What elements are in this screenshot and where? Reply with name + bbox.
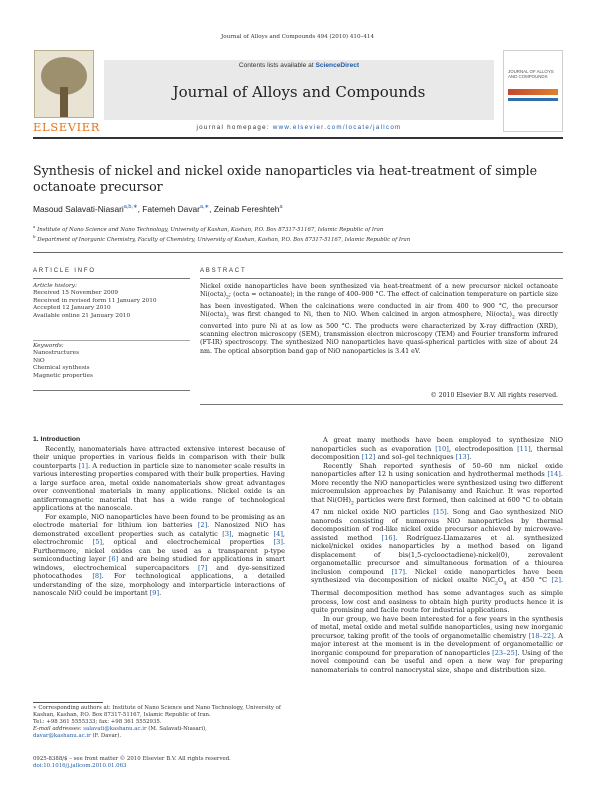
cover-graphic bbox=[508, 89, 558, 95]
footnote-rule bbox=[33, 702, 103, 703]
affiliation-a: $^a$ Institute of Nano Science and Nano Technology, University of Kashan, Kashan, P.O. Box 87317-51167, Islamic Republic of Iran bbox=[33, 224, 384, 233]
author-3-marks: a bbox=[279, 204, 283, 211]
email-link[interactable]: salavati@kashanu.ac.ir bbox=[83, 726, 147, 732]
citation-link[interactable]: [17] bbox=[391, 567, 405, 576]
citation-link[interactable]: [14] bbox=[547, 470, 561, 478]
citation-link[interactable]: [3] bbox=[222, 529, 232, 538]
abstract-end-rule bbox=[200, 404, 563, 405]
contents-prefix: Contents lists available at bbox=[238, 62, 316, 69]
keyword-item: Chemical synthesis bbox=[33, 365, 90, 372]
article-history bbox=[33, 283, 190, 320]
keywords bbox=[33, 343, 190, 380]
citation-link[interactable]: [7] bbox=[197, 563, 208, 572]
paper-title: Synthesis of nickel and nickel oxide nanoparticles via heat-treatment of simple octanoate precursor bbox=[33, 163, 538, 194]
copyright-notice: © 2010 Elsevier B.V. All rights reserved. bbox=[430, 392, 558, 399]
paragraph: Recently Shah reported synthesis of 50–60 nm nickel oxide nanoparticles after 12 h using sonication and hydrothermal methods [14]. More recently the NiO nanoparticles were synthesized using two different microemulsion approaches by Palanisamy and Raichur. It was reported that $Ni(OH)_2$ particles were first formed, then calcined at 600 °C to obtain 47 nm nickel oxide NiO particles [15]. Song and Gao synthesized NiO nanorods consisting of numerous NiO nanoparticles by thermal decomposition of rod-like nickel oxide precursor achieved by microwave-assisted method [16]. Rodríguez-Llamazares et al. synthesized nickel/nickel oxides nanoparticles by a method based on ligand displacement of bis(1,5-cyclooctadiene)-nickel(0), zerovalent organometallic precursor and simultaneous formation of a thiourea inclusion compound [17]. Nickel oxide nanoparticles have been synthesized via decomposition of nickel oxalte $NiC_2O_4$ at 450 °C [2]. Thermal decomposition method has some advantages such as simple process, low cost and easiness to obtain high purity products hence it is quite promising and facile route for industrial applications. bbox=[311, 461, 564, 615]
contents-line bbox=[104, 62, 494, 69]
paragraph: In our group, we have been interested for a few years in the synthesis of metal, metal oxide and metal sulfide nanoparticles, using new inorganic precursor, taking profit of the tools of organometallic chemistry [18–22]. A major interest at the moment is in the development of organometallic or inorganic compound for preparation of nanoparticles [23–25]. Using of the novel compound can be useful and open a new way for preparing nanomaterials to control nanocrystal size, shape and distribution size. bbox=[311, 614, 563, 674]
citation-link[interactable]: [2] bbox=[551, 576, 561, 585]
author-list: Masoud Salavati-Niasari$^{a,b,∗}$, Fatemeh Davar$^{a,∗}$, Zeinab Fereshteh$^a$ bbox=[33, 204, 283, 214]
body-column-right bbox=[311, 436, 563, 674]
article-info-divider bbox=[33, 340, 190, 341]
citation-link[interactable]: [12] bbox=[361, 453, 376, 461]
abstract-heading: ABSTRACT bbox=[200, 268, 247, 274]
citation-link[interactable]: [3] bbox=[273, 538, 283, 546]
article-info-heading: ARTICLE INFO bbox=[33, 268, 96, 274]
citation-link[interactable]: [8] bbox=[92, 572, 102, 580]
masthead-rule bbox=[33, 137, 563, 139]
citation-link[interactable]: [6] bbox=[108, 555, 119, 563]
citation-link[interactable]: [15] bbox=[433, 508, 447, 517]
citation-link[interactable]: [1] bbox=[78, 461, 88, 470]
paragraph: A great many methods have been employed to synthesize NiO nanoparticles such as evaporation [10], electrodeposition [11], thermal decomposition [12] and sol–gel techniques [13]. bbox=[311, 436, 564, 461]
journal-cover-thumbnail[interactable] bbox=[503, 50, 563, 132]
keyword-item: Magnetic properties bbox=[33, 372, 94, 379]
running-head: Journal of Alloys and Compounds 494 (2010) 410–414 bbox=[220, 34, 375, 40]
sciencedirect-link[interactable]: ScienceDirect bbox=[315, 62, 360, 69]
paragraph: For example, NiO nanoparticles have been found to be promising as an electrode material for lithium ion batteries [2]. Nanosized NiO has demonstrated excellent properties such as catalytic [3], magnetic [4], electrochromic [5], optical and electrochemical properties [3]. Furthermore, nickel oxides can be used as a transparent p-type semiconducting layer [6] and are being studied for applications in smart windows, electrochemical supercapacitors [7] and dye-sensitized photocathodes [8]. For technological applications, a detailed understanding of the size, morphology and interparticle interactions of nanoscale NiO could be important [9]. bbox=[33, 512, 286, 597]
cover-title: JOURNAL OF ALLOYS AND COMPOUNDS bbox=[508, 69, 554, 79]
citation-link[interactable]: [10] bbox=[435, 444, 449, 453]
email-link[interactable]: davar@kashanu.ac.ir bbox=[33, 733, 91, 739]
author-2[interactable]: Fatemeh Davar bbox=[142, 204, 200, 214]
corresponding-author-footnote: ∗ Corresponding authors at: Institute of Nano Science and Nano Technology, University of Kashan, Kashan, P.O. Box 87317-51167, Islamic Republic of Iran. Tel.: +98 361 5555333; fax: +98 361 5552935. E-mail addresses: salavati@kashanu.ac.ir (M. Salavati-Niasari), davar@kashanu.ac.ir (F. Davar). bbox=[33, 705, 281, 739]
citation-link[interactable]: [11] bbox=[517, 444, 531, 453]
citation-link[interactable]: [13] bbox=[455, 453, 470, 461]
article-info-rule bbox=[33, 278, 190, 279]
elsevier-logo[interactable] bbox=[33, 50, 101, 134]
history-label: Article history: bbox=[33, 283, 77, 289]
author-3[interactable]: Zeinab Fereshteh bbox=[213, 204, 280, 214]
abstract-text: Nickel oxide nanoparticles have been synthesized via heat-treatment of a new precursor nickel octanoate $Ni(octa)_2$; (octa = octanoate); in the range of 400–900 °C. The effect of calcination temperature on particle size has been investigated. When the calcinations were conducted in air from 400 to 900 °C, the precursor $Ni(octa)_2$ was first changed to Ni, then to NiO. When calcined in argon atmosphere, $Ni(octa)_2$ was directly converted into pure Ni at as low as 500 °C. The products were characterized by X-ray diffraction (XRD), scanning electron microscopy (SEM), transmission electron microscopy (TEM) and Fourier transform infrared (FT-IR) spectroscopy. The synthesized NiO nanoparticles have quasi-spherical particles with size of about 24 nm. The optical absorption band gap of NiO nanoparticles is 3.41 eV. bbox=[200, 283, 558, 355]
elsevier-wordmark: ELSEVIER bbox=[33, 120, 101, 134]
bottom-identifiers bbox=[33, 756, 285, 770]
history-revised: Received in revised form 11 January 2010 bbox=[33, 297, 157, 304]
history-online: Available online 21 January 2010 bbox=[33, 312, 131, 319]
body-column-left bbox=[33, 436, 285, 598]
cover-stripe bbox=[508, 98, 558, 101]
homepage-link[interactable]: www.elsevier.com/locate/jallcom bbox=[272, 124, 402, 131]
citation-link[interactable]: [18–22] bbox=[528, 631, 554, 640]
elsevier-tree-icon bbox=[34, 50, 94, 118]
issn-line: 0925-8388/$ – see front matter © 2010 Elsevier B.V. All rights reserved. bbox=[33, 756, 231, 762]
article-info-end-rule bbox=[33, 390, 190, 391]
title-rule bbox=[33, 252, 563, 253]
author-1-marks: a,b,∗ bbox=[123, 204, 138, 211]
paragraph: Recently, nanomaterials have attracted extensive interest because of their unique properties in various fields in comparison with their bulk counterparts [1]. A reduction in particle size to nanometer scale results in various interesting properties compared with their bulk properties. Having a large surface area, metal oxide nanomaterials show great advantages over conventional materials in many applications. Nickel oxide is an antiferromagnetic material that has a wide range of technological applications at the nanoscale. bbox=[33, 444, 285, 512]
doi-link[interactable]: doi:10.1016/j.jallcom.2010.01.063 bbox=[33, 763, 127, 769]
citation-link[interactable]: [9] bbox=[149, 589, 160, 597]
keyword-item: NiO bbox=[33, 357, 45, 364]
citation-link[interactable]: [5] bbox=[92, 538, 103, 546]
journal-title: Journal of Alloys and Compounds bbox=[172, 83, 426, 101]
citation-link[interactable]: [4] bbox=[273, 529, 283, 538]
citation-link[interactable]: [2] bbox=[197, 521, 208, 529]
abstract-rule bbox=[200, 278, 563, 279]
citation-link[interactable]: [23–25] bbox=[492, 648, 518, 657]
journal-homepage bbox=[104, 124, 494, 131]
author-1[interactable]: Masoud Salavati-Niasari bbox=[33, 204, 124, 214]
section-title-introduction: 1. Introduction bbox=[33, 436, 81, 443]
citation-link[interactable]: [16] bbox=[381, 533, 396, 542]
keyword-item: Nanostructures bbox=[33, 350, 80, 357]
affiliation-b: $^b$ Department of Inorganic Chemistry, Faculty of Chemistry, University of Kashan, Kashan, P.O. Box 87317-51167, Islamic Republic of Iran bbox=[33, 234, 411, 243]
author-2-marks: a,∗ bbox=[199, 204, 210, 211]
homepage-prefix: journal homepage: bbox=[196, 124, 273, 131]
history-accepted: Accepted 12 January 2010 bbox=[33, 305, 111, 312]
keywords-label: Keywords: bbox=[33, 343, 64, 349]
history-received: Received 15 November 2009 bbox=[33, 290, 119, 297]
